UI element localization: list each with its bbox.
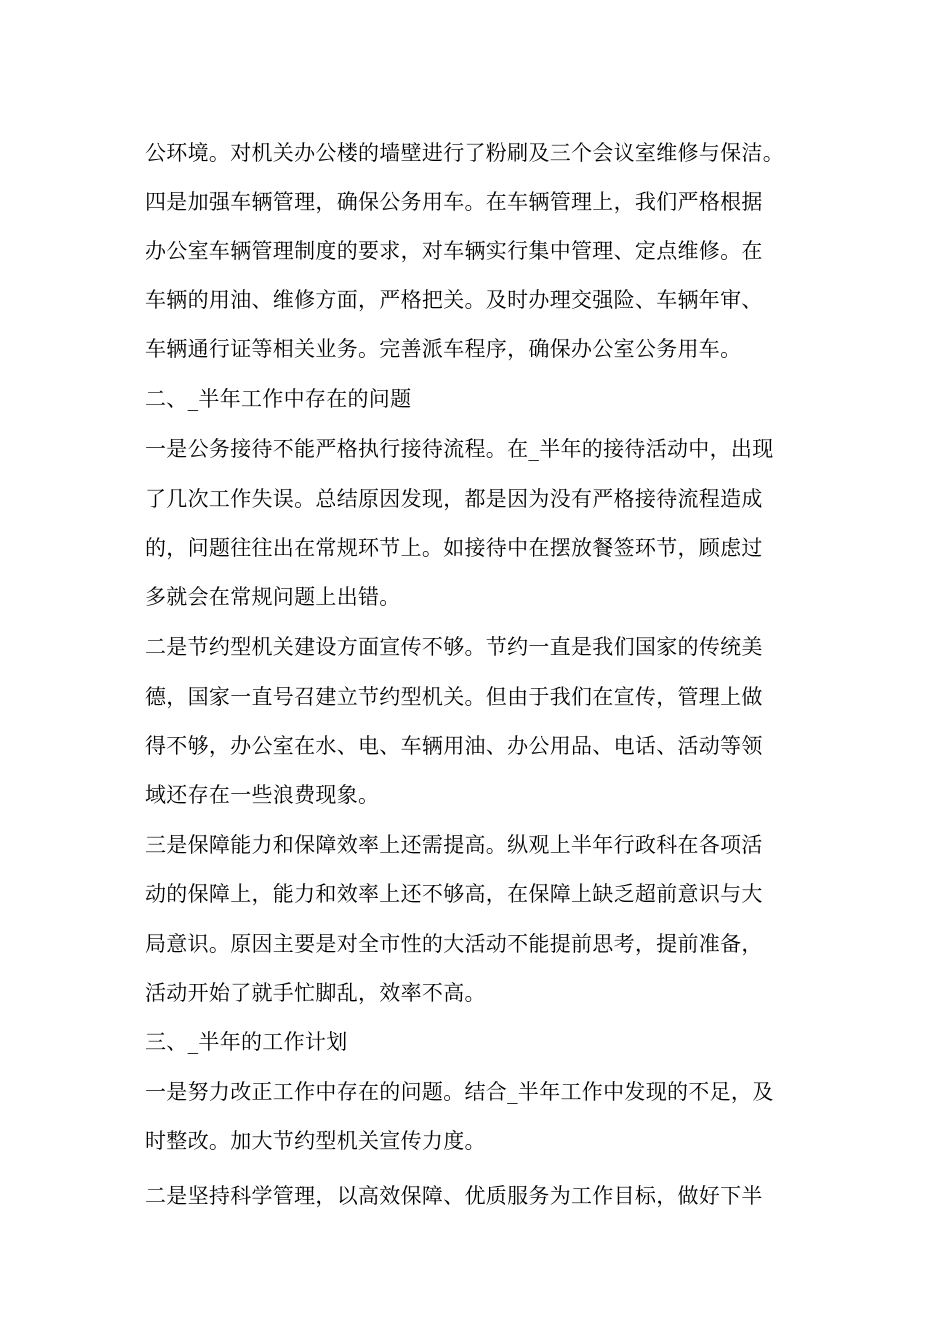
text-line: 四是加强车辆管理，确保公务用车。在车辆管理上，我们严格根据 bbox=[145, 190, 763, 214]
text-line: 三是保障能力和保障效率上还需提高。纵观上半年行政科在各项活 bbox=[145, 833, 763, 857]
text-line: 域还存在一些浪费现象。 bbox=[145, 783, 380, 807]
section-heading: 二、_半年工作中存在的问题 bbox=[145, 387, 412, 411]
text-line: 一是努力改正工作中存在的问题。结合_半年工作中发现的不足，及 bbox=[145, 1080, 774, 1104]
text-line: 公环境。对机关办公楼的墙壁进行了粉刷及三个会议室维修与保洁。 bbox=[145, 141, 784, 165]
text-line: 得不够，办公室在水、电、车辆用油、办公用品、电话、活动等领 bbox=[145, 734, 763, 758]
text-line: 办公室车辆管理制度的要求，对车辆实行集中管理、定点维修。在 bbox=[145, 239, 763, 263]
text-line: 的，问题往往出在常规环节上。如接待中在摆放餐签环节，顾虑过 bbox=[145, 536, 763, 560]
text-line: 车辆的用油、维修方面，严格把关。及时办理交强险、车辆年审、 bbox=[145, 288, 763, 312]
text-line: 一是公务接待不能严格执行接待流程。在_半年的接待活动中，出现 bbox=[145, 437, 774, 461]
text-line: 了几次工作失误。总结原因发现，都是因为没有严格接待流程造成 bbox=[145, 487, 763, 511]
text-line: 动的保障上，能力和效率上还不够高，在保障上缺乏超前意识与大 bbox=[145, 882, 763, 906]
section-heading: 三、_半年的工作计划 bbox=[145, 1030, 348, 1054]
text-line: 二是节约型机关建设方面宣传不够。节约一直是我们国家的传统美 bbox=[145, 635, 763, 659]
text-line: 多就会在常规问题上出错。 bbox=[145, 585, 401, 609]
text-line: 活动开始了就手忙脚乱，效率不高。 bbox=[145, 981, 486, 1005]
text-line: 车辆通行证等相关业务。完善派车程序，确保办公室公务用车。 bbox=[145, 337, 742, 361]
text-line: 局意识。原因主要是对全市性的大活动不能提前思考，提前准备， bbox=[145, 932, 763, 956]
text-line: 时整改。加大节约型机关宣传力度。 bbox=[145, 1129, 486, 1153]
text-line: 德，国家一直号召建立节约型机关。但由于我们在宣传，管理上做 bbox=[145, 685, 763, 709]
text-line: 二是坚持科学管理，以高效保障、优质服务为工作目标，做好下半 bbox=[145, 1184, 763, 1208]
